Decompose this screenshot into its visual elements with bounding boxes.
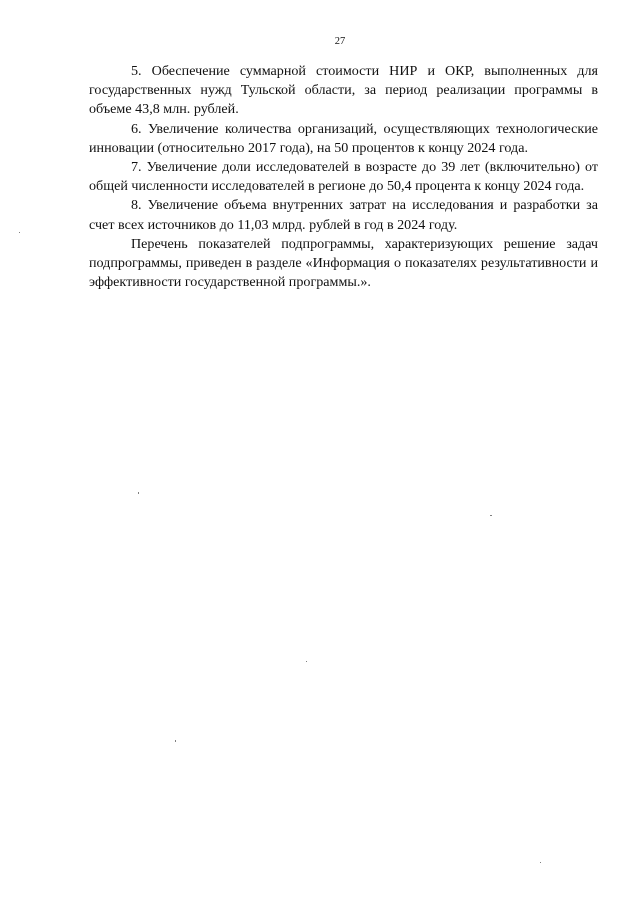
- paragraph-item-7: 7. Увеличение доли исследователей в возрасте до 39 лет (включительно) от общей численности исследователей в регионе до 50,4 процента к концу 2024 года.: [89, 159, 598, 195]
- paragraph-item-8: 8. Увеличение объема внутренних затрат на исследования и разработки за счет всех источников до 11,03 млрд. рублей в год в 2024 году.: [89, 197, 598, 233]
- paragraph-indicators-reference: Перечень показателей подпрограммы, характеризующих решение задач подпрограммы, приведен в разделе «Информация о показателях результативности и эффективности государственной программы.».: [89, 235, 598, 291]
- scan-speck: [490, 515, 492, 516]
- document-body: [89, 62, 598, 292]
- paragraph-item-5: 5. Обеспечение суммарной стоимости НИР и ОКР, выполненных для государственных нужд Тульской области, за период реализации программы в объеме 43,8 млн. рублей.: [89, 63, 598, 118]
- paragraph-item-6: 6. Увеличение количества организаций, осуществляющих технологические инновации (относительно 2017 года), на 50 процентов к концу 2024 года.: [89, 120, 598, 156]
- page-number: 27: [334, 36, 346, 47]
- scan-speck: [175, 740, 176, 742]
- scan-speck: [19, 232, 20, 233]
- scan-speck: [306, 661, 307, 662]
- scan-speck: [540, 862, 541, 863]
- scan-speck: [138, 492, 139, 494]
